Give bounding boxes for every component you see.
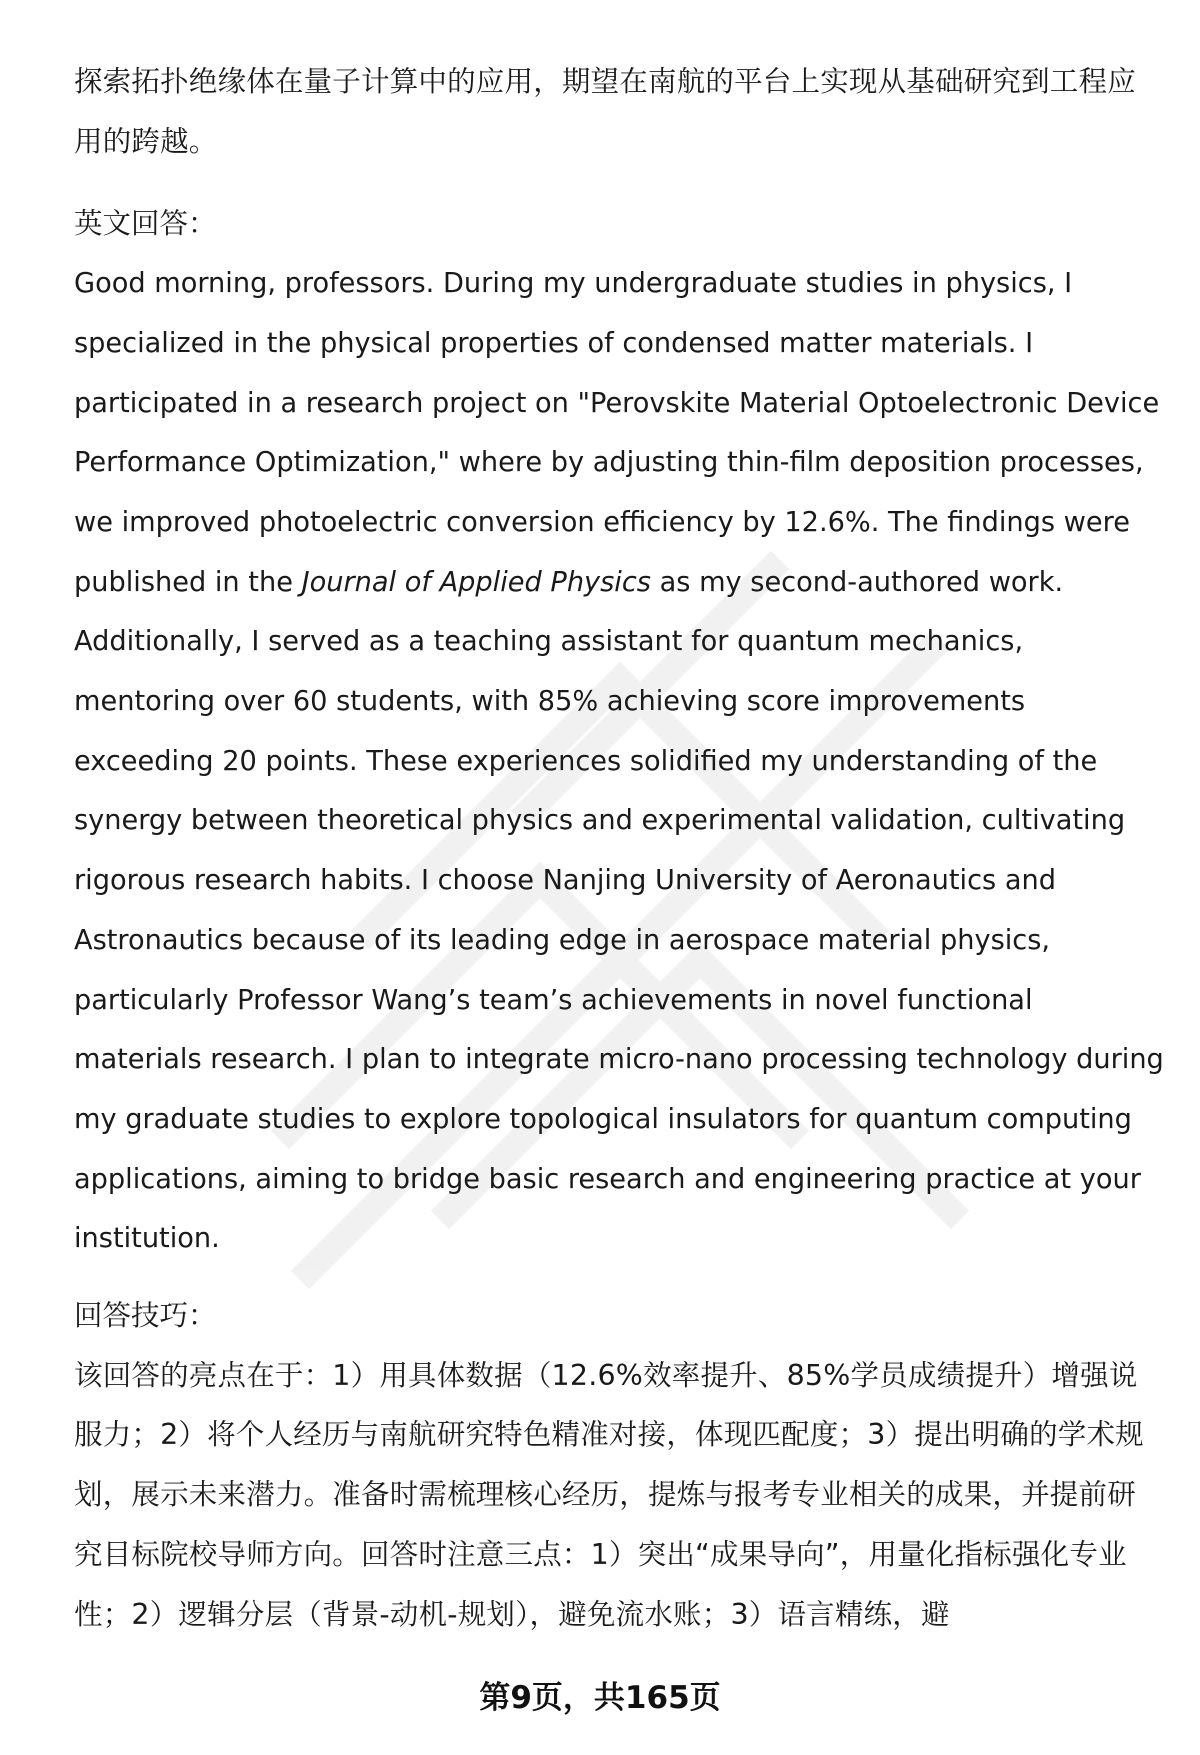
english-answer-heading: 英文回答： (74, 207, 217, 241)
english-answer-paragraph (74, 254, 1164, 1269)
tips-paragraph: 该回答的亮点在于：1）用具体数据（12.6%效率提升、85%学员成绩提升）增强说服力；2）将个人经历与南航研究特色精准对接，体现匹配度；3）提出明确的学术规划，展示未来潜力。准备时需梳理核心经历，提炼与报考专业相关的成果，并提前研究目标院校导师方向。回答时注意三点：1）突出“成果导向”，用量化指标强化专业性；2）逻辑分层（背景-动机-规划），避免流水账；3）语言精练，避 (74, 1358, 1144, 1631)
journal-title: Journal of Applied Physics (301, 566, 651, 598)
english-answer-text-2: as my second-authored work. Additionally, I served as a teaching assistant for quantum mechanics, mentoring over 60 students, with 85% achieving score improvements exceeding 20 points. These experiences solidified my understanding of the synergy between theoretical physics and experimental validation, cultivating rigorous research habits. I choose Nanjing University of Aeronautics and Astronautics because of its leading edge in aerospace material physics, particularly Professor Wang’s team’s achievements in novel functional materials research. I plan to integrate micro-nano processing technology during my graduate studies to explore topological insulators for quantum computing applications, aiming to bridge basic research and engineering practice at your institution. (74, 566, 1164, 1255)
english-answer-text-1: Good morning, professors. During my undergraduate studies in physics, I specialized in the physical properties of condensed matter materials. I participated in a research project on "Perovskite Material Optoelectronic Device Performance Optimization," where by adjusting thin-film deposition processes, we improved photoelectric conversion efficiency by 12.6%. The findings were published in the (74, 268, 1160, 598)
page-number: 第9页，共165页 (479, 1680, 721, 1716)
tips-heading: 回答技巧： (74, 1299, 217, 1333)
continuation-paragraph: 探索拓扑绝缘体在量子计算中的应用，期望在南航的平台上实现从基础研究到工程应用的跨越。 (74, 65, 1136, 158)
document-body (74, 52, 1164, 1644)
